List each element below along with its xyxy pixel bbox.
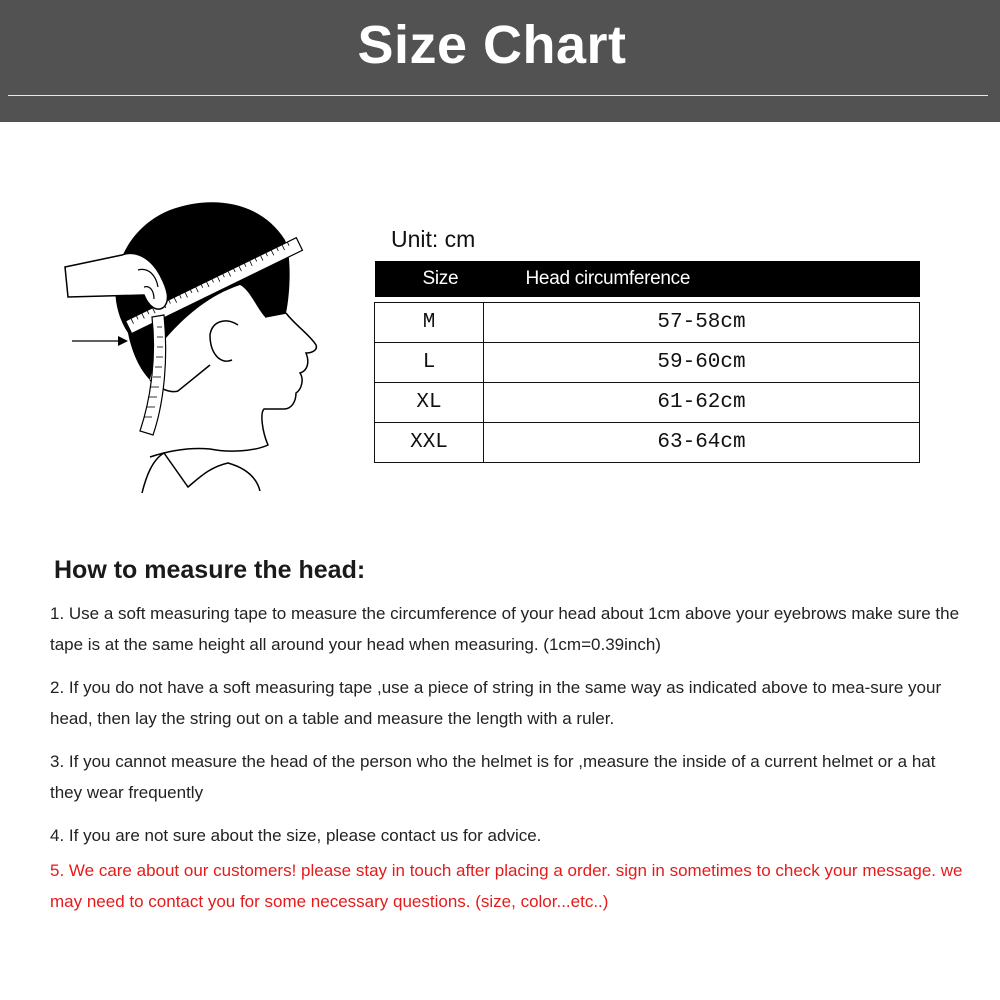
header-bar	[0, 0, 1000, 122]
instruction-item: 2. If you do not have a soft measuring tape ,use a piece of string in the same way as indicated above to mea-sure your head, then lay the string out on a table and measure the length with a ruler.	[50, 678, 942, 728]
table-row	[375, 423, 920, 463]
section-title: How to measure the head:	[54, 556, 366, 584]
circumference-cell: 63-64cm	[484, 423, 920, 463]
size-cell: M	[375, 303, 484, 343]
page-title: Size Chart	[357, 15, 627, 75]
circumference-cell: 61-62cm	[484, 383, 920, 423]
column-header-size: Size	[375, 261, 484, 297]
circumference-cell: 59-60cm	[484, 343, 920, 383]
unit-label: Unit: cm	[391, 226, 476, 252]
customer-notice: 5. We care about our customers! please stay in touch after placing a order. sign in sometimes to check your message. we may need to contact you for some necessary questions. (size, color...etc..)	[50, 861, 963, 911]
header-divider	[8, 95, 988, 96]
instruction-item: 4. If you are not sure about the size, please contact us for advice.	[50, 826, 542, 845]
column-header-circumference: Head circumference	[484, 261, 920, 297]
size-table	[374, 261, 920, 463]
instruction-list	[50, 598, 970, 917]
size-cell: XL	[375, 383, 484, 423]
size-cell: L	[375, 343, 484, 383]
table-row	[375, 303, 920, 343]
instruction-item: 1. Use a soft measuring tape to measure the circumference of your head about 1cm above your eyebrows make sure the tape is at the same height all around your head when measuring. (1cm=0.39inch)	[50, 604, 960, 654]
instruction-item: 3. If you cannot measure the head of the person who the helmet is for ,measure the inside of a current helmet or a hat they wear frequently	[50, 752, 936, 802]
table-row	[375, 343, 920, 383]
circumference-cell: 57-58cm	[484, 303, 920, 343]
head-measurement-icon	[60, 195, 330, 505]
table-row	[375, 383, 920, 423]
table-header-row	[375, 261, 920, 297]
size-cell: XXL	[375, 423, 484, 463]
